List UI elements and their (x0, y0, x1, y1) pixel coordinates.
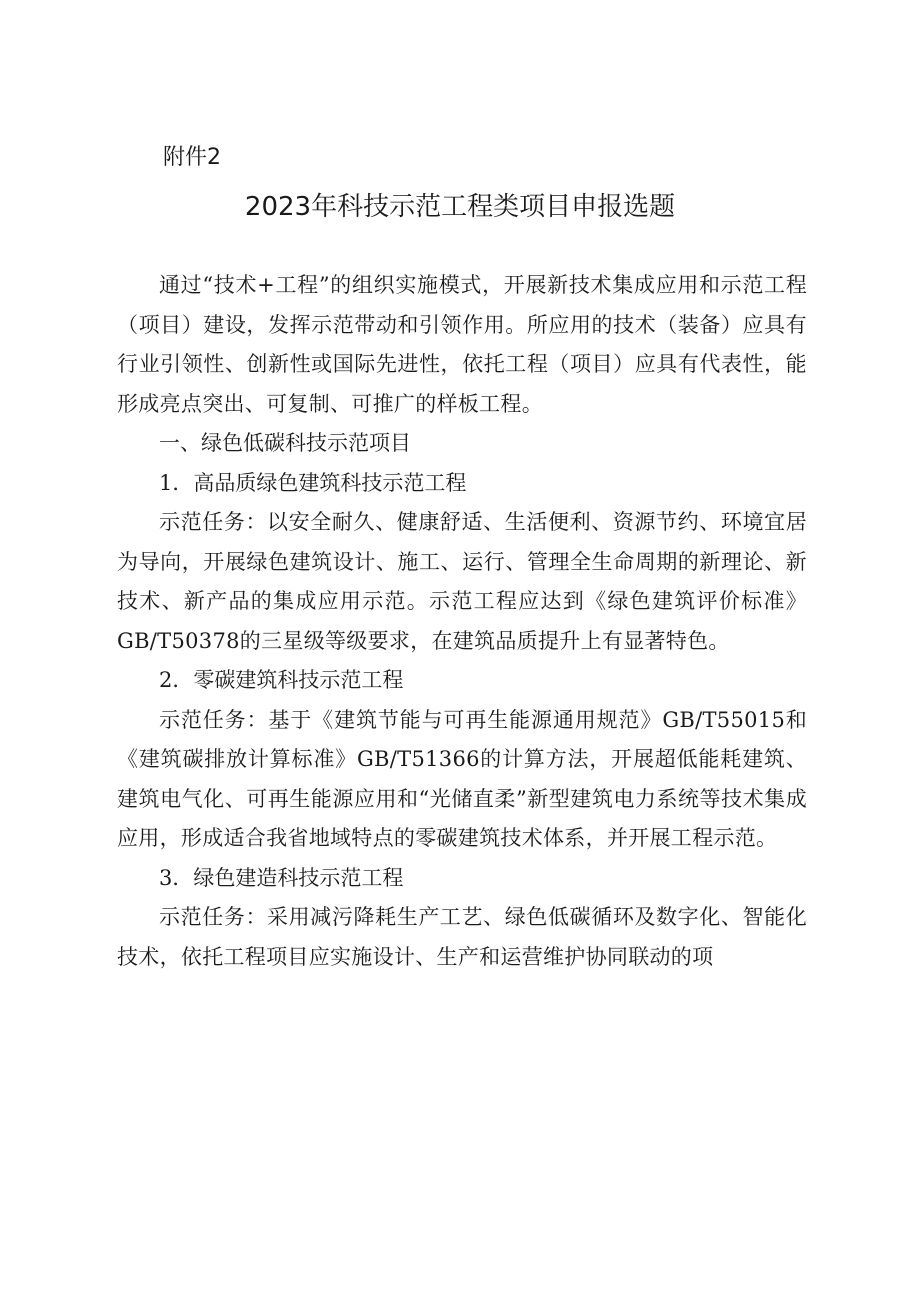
item-1-title: 1．高品质绿色建筑科技示范工程 (159, 470, 467, 495)
document-title: 2023年科技示范工程类项目申报选题 (244, 192, 676, 222)
item-3-title: 3．绿色建造科技示范工程 (159, 865, 404, 890)
item-3-task: 示范任务：采用减污降耗生产工艺、绿色低碳循环及数字化、智能化技术，依托工程项目应实施设计、生产和运营维护协同联动的项 (117, 905, 807, 969)
document-body (117, 266, 807, 977)
item-2-task: 示范任务：基于《建筑节能与可再生能源通用规范》GB/T55015和《建筑碳排放计算标准》GB/T51366的计算方法，开展超低能耗建筑、建筑电气化、可再生能源应用和“光储直柔”新型建筑电力系统等技术集成应用，形成适合我省地域特点的零碳建筑技术体系，并开展工程示范。 (117, 707, 807, 850)
item-2-title: 2．零碳建筑科技示范工程 (159, 668, 404, 692)
section-heading: 一、绿色低碳科技示范项目 (159, 431, 411, 455)
intro-paragraph: 通过“技术+工程”的组织实施模式，开展新技术集成应用和示范工程（项目）建设，发挥示范带动和引领作用。所应用的技术（装备）应具有行业引领性、创新性或国际先进性，依托工程（项目）应具有代表性，能形成亮点突出、可复制、可推广的样板工程。 (117, 273, 807, 416)
item-1-task: 示范任务：以安全耐久、健康舒适、生活便利、资源节约、环境宜居为导向，开展绿色建筑设计、施工、运行、管理全生命周期的新理论、新技术、新产品的集成应用示范。示范工程应达到《绿色建筑评价标准》GB/T50378的三星级等级要求，在建筑品质提升上有显著特色。 (117, 510, 807, 653)
attachment-label: 附件2 (163, 145, 221, 170)
